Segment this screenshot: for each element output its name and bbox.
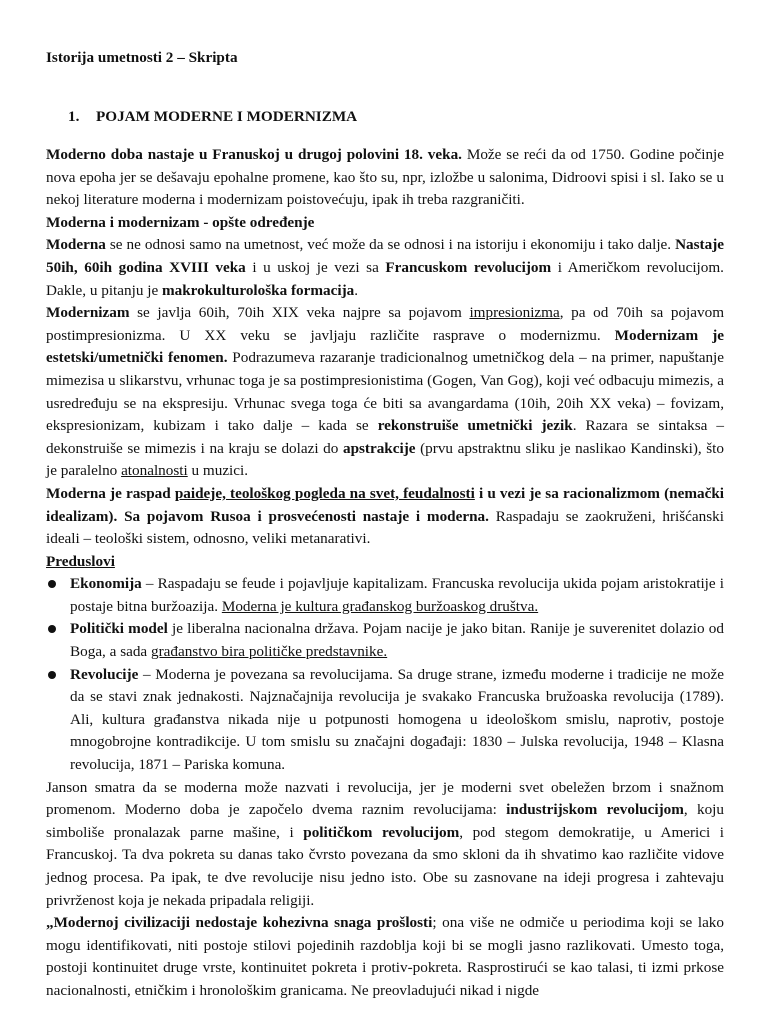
paragraph-moderna-raspad xyxy=(46,483,724,551)
list-item-revolucije xyxy=(46,664,724,777)
p4-bold-1: Moderna je raspad xyxy=(46,484,175,502)
p2-text-3: i Američkom revolucijom. Dakle, u pitanju je xyxy=(46,258,724,299)
p3-underline-2: atonalnosti xyxy=(121,462,188,480)
p3-bold-2: Modernizam je estetski/umetnički fenomen. xyxy=(46,326,724,367)
p2-text-2: i u uskoj je vezi sa xyxy=(245,258,386,276)
section-number: 1. xyxy=(68,108,80,125)
p5-text-3: , pod stegom demokratije, u Americi i Francuskoj. Ta dva pokreta su danas tako čvrsto povezana da smo skloni da ih shvatimo kao različite vidove jednog procesa. Pa ipak, te dve revolucije nisu jedno isto. Obe su zasnovane na ideji progresa i zahtevaju privrženost koja je nekada pripadala religiji. xyxy=(46,823,724,909)
paragraph-janson xyxy=(46,777,724,913)
section-heading xyxy=(68,106,357,129)
bullet-1-text: – Raspadaju se feude i pojavljuje kapitalizam. Francuska revolucija ukida pojam aristokratije i postaje bitna buržoazija. xyxy=(70,575,724,615)
p1-text: Može se reći da od 1750. Godine počinje nova epoha jer se dešavaju epohalne promene, kao što su, npr, izložbe u salonima, Didroovi spisi i sl. Iako se u nekoj literature moderna i modernizam poistovećuju, ipak ih treba razgraničiti. xyxy=(46,146,724,209)
p2-bold-4: makrokulturološka formacija xyxy=(161,281,355,299)
p6-text-1: ; ona više ne odmiče u periodima koji se lako mogu identifikovati, niti postoje stilovi pojedinih razdoblja koji bi se mogli jasno razlikovati. Umesto toga, postoji kontinuitet druge vrste, kontinuitet pokreta i protiv-pokreta. Rasprostirući se kao talasi, ti izmi prkose nacionalnosti, etničkim i hronološkim granicama. Ne preovladujući nikad i nigde xyxy=(46,914,724,999)
p2-bold-3: Francuskom revolucijom xyxy=(385,258,552,276)
p3-text-2: , pa od 70ih sa pojavom postimpresionizma. U XX veku se javljaju različite rasprave o modernizmu. xyxy=(46,304,725,344)
subheading-preduslovi: Preduslovi xyxy=(46,552,115,570)
p5-bold-2: političkom revolucijom xyxy=(303,823,460,841)
bullet-dot-icon xyxy=(48,625,56,633)
list-item-politicki-model xyxy=(46,618,724,663)
paragraph-quote xyxy=(46,912,724,1002)
p2-bold-2: Nastaje 50ih, 60ih godina XVIII veka xyxy=(46,236,724,276)
p2-bold-1: Moderna xyxy=(46,236,106,254)
p3-bold-3: rekonstruiše umetnički jezik xyxy=(377,417,573,435)
bullet-1-bold: Ekonomija xyxy=(70,575,142,593)
p3-text-5: (prvu apstraktnu sliku je naslikao Kandinski), što je paralelno xyxy=(46,439,724,480)
paragraph-moderna xyxy=(46,234,724,302)
p3-text-6: u muzici. xyxy=(187,462,249,480)
p3-bold-4: apstrakcije xyxy=(342,439,416,457)
p6-bold-1: „Modernoj civilizaciji nedostaje kohezivna snaga prošlosti xyxy=(46,914,433,932)
p5-bold-1: industrijskom revolucijom xyxy=(506,801,684,819)
section-title: POJAM MODERNE I MODERNIZMA xyxy=(96,108,358,125)
p5-text-1: Janson smatra da se moderna može nazvati i revolucija, jer je moderni svet obeležen brzom i snažnom promenom. Moderno doba je započelo dvema raznim revolucijama: xyxy=(46,778,724,819)
p5-text-2: , koju simboliše pronalazak parne mašine, i xyxy=(46,801,724,841)
p4-bold-underline: paideje, teološkog pogleda na svet, feudalnosti xyxy=(174,484,475,502)
list-item-ekonomija xyxy=(46,573,724,618)
p3-text-3: Podrazumeva razaranje tradicionalnog umetničkog dela – na primer, napuštanje mimezisa u slikarstvu, vrhunac toga je sa postimpresionistima (Gogen, Van Gog), koji već odbacuju mimezis, a usredređuju se na ekspresiju. Vrhunac svega toga će biti sa avangardama (10ih, 20ih XX veka) – fovizam, ekspresionizam, kubizam i tako dalje – kada se xyxy=(46,349,725,435)
bullet-2-underline: građanstvo bira političke predstavnike. xyxy=(150,643,388,661)
bullet-3-text: – Moderna je povezana sa revolucijama. Sa druge strane, između moderne i tradicije ne može da se stavi znak jednakosti. Najznačajnija revolucija je svakako Francuska bružoaska revolucija (1789). Ali, kultura građanstva nikada nije u potpunosti homogena u ideološkom smislu, naprotiv, postoje mnogobrojne kontradikcije. U tom smislu su značajni događaji: 1830 – Julska revolucija, 1948 – Klasna revolucija, 1871 – Pariska komuna. xyxy=(70,665,724,774)
p1-bold: Moderno doba nastaje u Franuskoj u drugoj polovini 18. veka. xyxy=(46,146,462,163)
p3-bold-1: Modernizam xyxy=(46,304,130,322)
bullet-dot-icon xyxy=(48,671,56,679)
bullet-2-bold: Politički model xyxy=(70,620,168,638)
p2-text-4: . xyxy=(354,281,359,299)
p4-text-1: Raspadaju se zaokruženi, hrišćanski ideali – teološki sistem, odnosno, veliki metanarativi. xyxy=(46,507,724,548)
document-title: Istorija umetnosti 2 – Skripta xyxy=(46,49,238,66)
subheading-moderna-modernizam: Moderna i modernizam - opšte određenje xyxy=(46,213,315,231)
preduslovi-list xyxy=(46,573,724,776)
bullet-3-bold: Revolucije xyxy=(70,665,139,683)
bullet-1-underline: Moderna je kultura građanskog buržoaskog društva. xyxy=(221,597,539,615)
p4-bold-2: i u vezi je sa racionalizmom (nemački idealizam). Sa pojavom Rusoa i prosvećenosti nastaje i moderna. xyxy=(46,484,724,525)
bullet-2-text: je liberalna nacionalna država. Pojam nacije je jako bitan. Ranije je suverenitet dolazio od Boga, a sada xyxy=(70,620,724,661)
p3-text-4: . Razara se sintaksa – dekonstruiše se mimezis i na kraju se dolazi do xyxy=(46,417,724,457)
p3-underline-1: impresionizma xyxy=(469,304,560,322)
p2-text-1: se ne odnosi samo na umetnost, već može da se odnosi i na istoriju i ekonomiju i tako dalje. xyxy=(105,236,676,254)
paragraph-modernizam xyxy=(46,302,724,483)
paragraph-moderno-doba xyxy=(46,144,724,212)
document-body xyxy=(46,144,724,1003)
p3-text-1: se javlja 60ih, 70ih XIX veka najpre sa pojavom xyxy=(129,304,470,322)
bullet-dot-icon xyxy=(48,580,56,588)
